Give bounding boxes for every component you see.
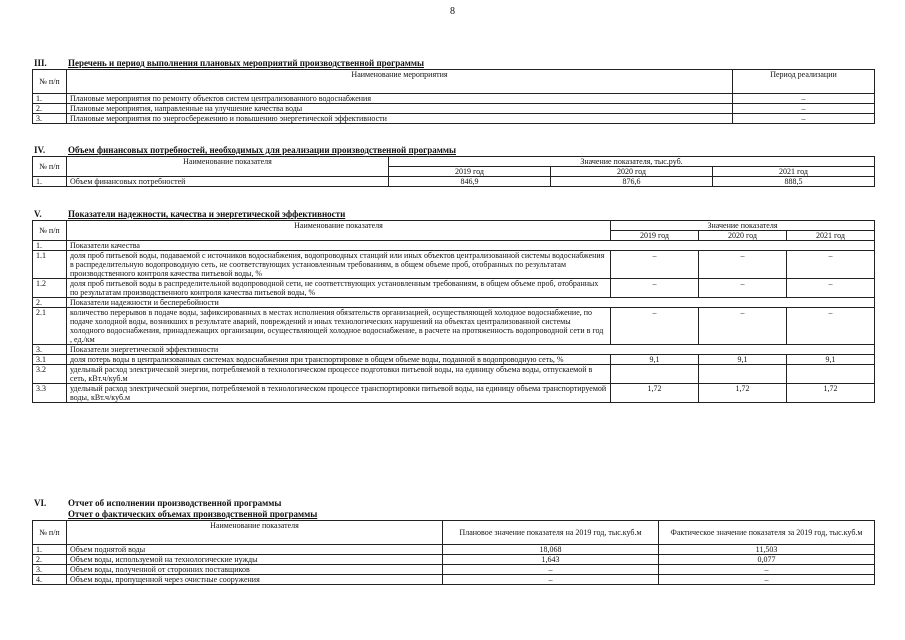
table-row: 1. Объем финансовых потребностей 846,9 876,6 888,5 [33,177,875,187]
section4-table [32,156,875,187]
table-row: 1. Объем поднятой воды 18,068 11,503 [33,545,875,555]
section3-title: III. Перечень и период выполнения плановых мероприятий производственной программы [34,58,425,68]
section6-subtitle: Отчет о фактических объемах производственной программы [68,509,318,519]
col-name: Наименование показателя [67,521,443,545]
table-group-row: 1. Показатели качества [33,241,875,251]
col-2020: 2020 год [699,231,787,241]
col-plan: Плановое значение показателя на 2019 год, тыс.куб.м [443,521,659,545]
table-row: 3.2 удельный расход электрической энергии, потребляемой в технологическом процессе подготовки питьевой воды, на единицу объема воды, отпускаемой в сеть, кВт.ч/куб.м [33,365,875,384]
section5-table [32,220,875,403]
table-row: 3.3 удельный расход электрической энергии, потребляемой в технологическом процессе транспортировки питьевой воды, на единицу объема транспортируемой воды, кВт.ч/куб.м 1,72 1,72 1,72 [33,384,875,403]
section3-table [32,69,875,124]
col-no: № п/п [33,70,67,94]
table-row: 3.1 доля потерь воды в централизованных системах водоснабжения при транспортировке в общем объеме воды, поданной в водопроводную сеть, % 9,1 9,1 9,1 [33,355,875,365]
section5-title: V. Показатели надежности, качества и энергетической эффективности [34,209,346,219]
table-group-row: 3. Показатели энергетической эффективности [33,345,875,355]
col-2021: 2021 год [713,167,875,177]
col-no: № п/п [33,521,67,545]
table-row: 3. Объем воды, полученной от сторонних поставщиков – – [33,565,875,575]
section4-title: IV. Объем финансовых потребностей, необходимых для реализации производственной программы [34,145,457,155]
page-number: 8 [450,6,455,17]
table-row: 2. Объем воды, используемой на технологические нужды 1,643 0,077 [33,555,875,565]
table-row: 4. Объем воды, пропущенной через очистные сооружения – – [33,575,875,585]
col-name: Наименование показателя [67,221,611,241]
col-2019: 2019 год [389,167,551,177]
col-no: № п/п [33,157,67,177]
table-row: 1.2 доля проб питьевой воды в распределительной водопроводной сети, не соответствующих установленным требованиям, в общем объеме проб, отобранных по результатам производственного контроля качества питьевой воды, % – – – [33,279,875,298]
col-value: Значение показателя, тыс.руб. [389,157,875,167]
col-period: Период реализации [733,70,875,94]
col-no: № п/п [33,221,67,241]
table-row: 3. Плановые мероприятия по энергосбережению и повышению энергетической эффективности – [33,114,875,124]
col-fact: Фактическое значение показателя за 2019 год, тыс.куб.м [659,521,875,545]
table-row: 1. Плановые мероприятия по ремонту объектов систем централизованного водоснабжения – [33,94,875,104]
table-row: 2. Плановые мероприятия, направленные на улучшение качества воды – [33,104,875,114]
col-2019: 2019 год [611,231,699,241]
col-name: Наименование мероприятия [67,70,733,94]
section6-title: VI. Отчет об исполнении производственной программы [34,498,282,508]
section6-table [32,520,875,585]
col-2020: 2020 год [551,167,713,177]
col-value: Значение показателя [611,221,875,231]
table-row: 2.1 количество перерывов в подаче воды, зафиксированных в местах исполнения обязательств организацией, осуществляющей холодное водоснабжение, по подаче холодной воды, возникших в результате аварий, повреждений и иных технологических нарушений на объектах централизованной системы холодного водоснабжения, принадлежащих организации, осуществляющей холодное водоснабжение, в расчете на протяженность водопроводной сети в год , ед./км – – – [33,308,875,345]
table-group-row: 2. Показатели надежности и бесперебойности [33,298,875,308]
col-2021: 2021 год [787,231,875,241]
col-name: Наименование показателя [67,157,389,177]
table-row: 1.1 доля проб питьевой воды, подаваемой с источников водоснабжения, водопроводных станций или иных объектов централизованной системы водоснабжения в распределительную водопроводную сеть, не соответствующих установленным требованиям, в общем объеме проб, отобранных по результатам производственного контроля качества питьевой воды, % – – – [33,251,875,279]
